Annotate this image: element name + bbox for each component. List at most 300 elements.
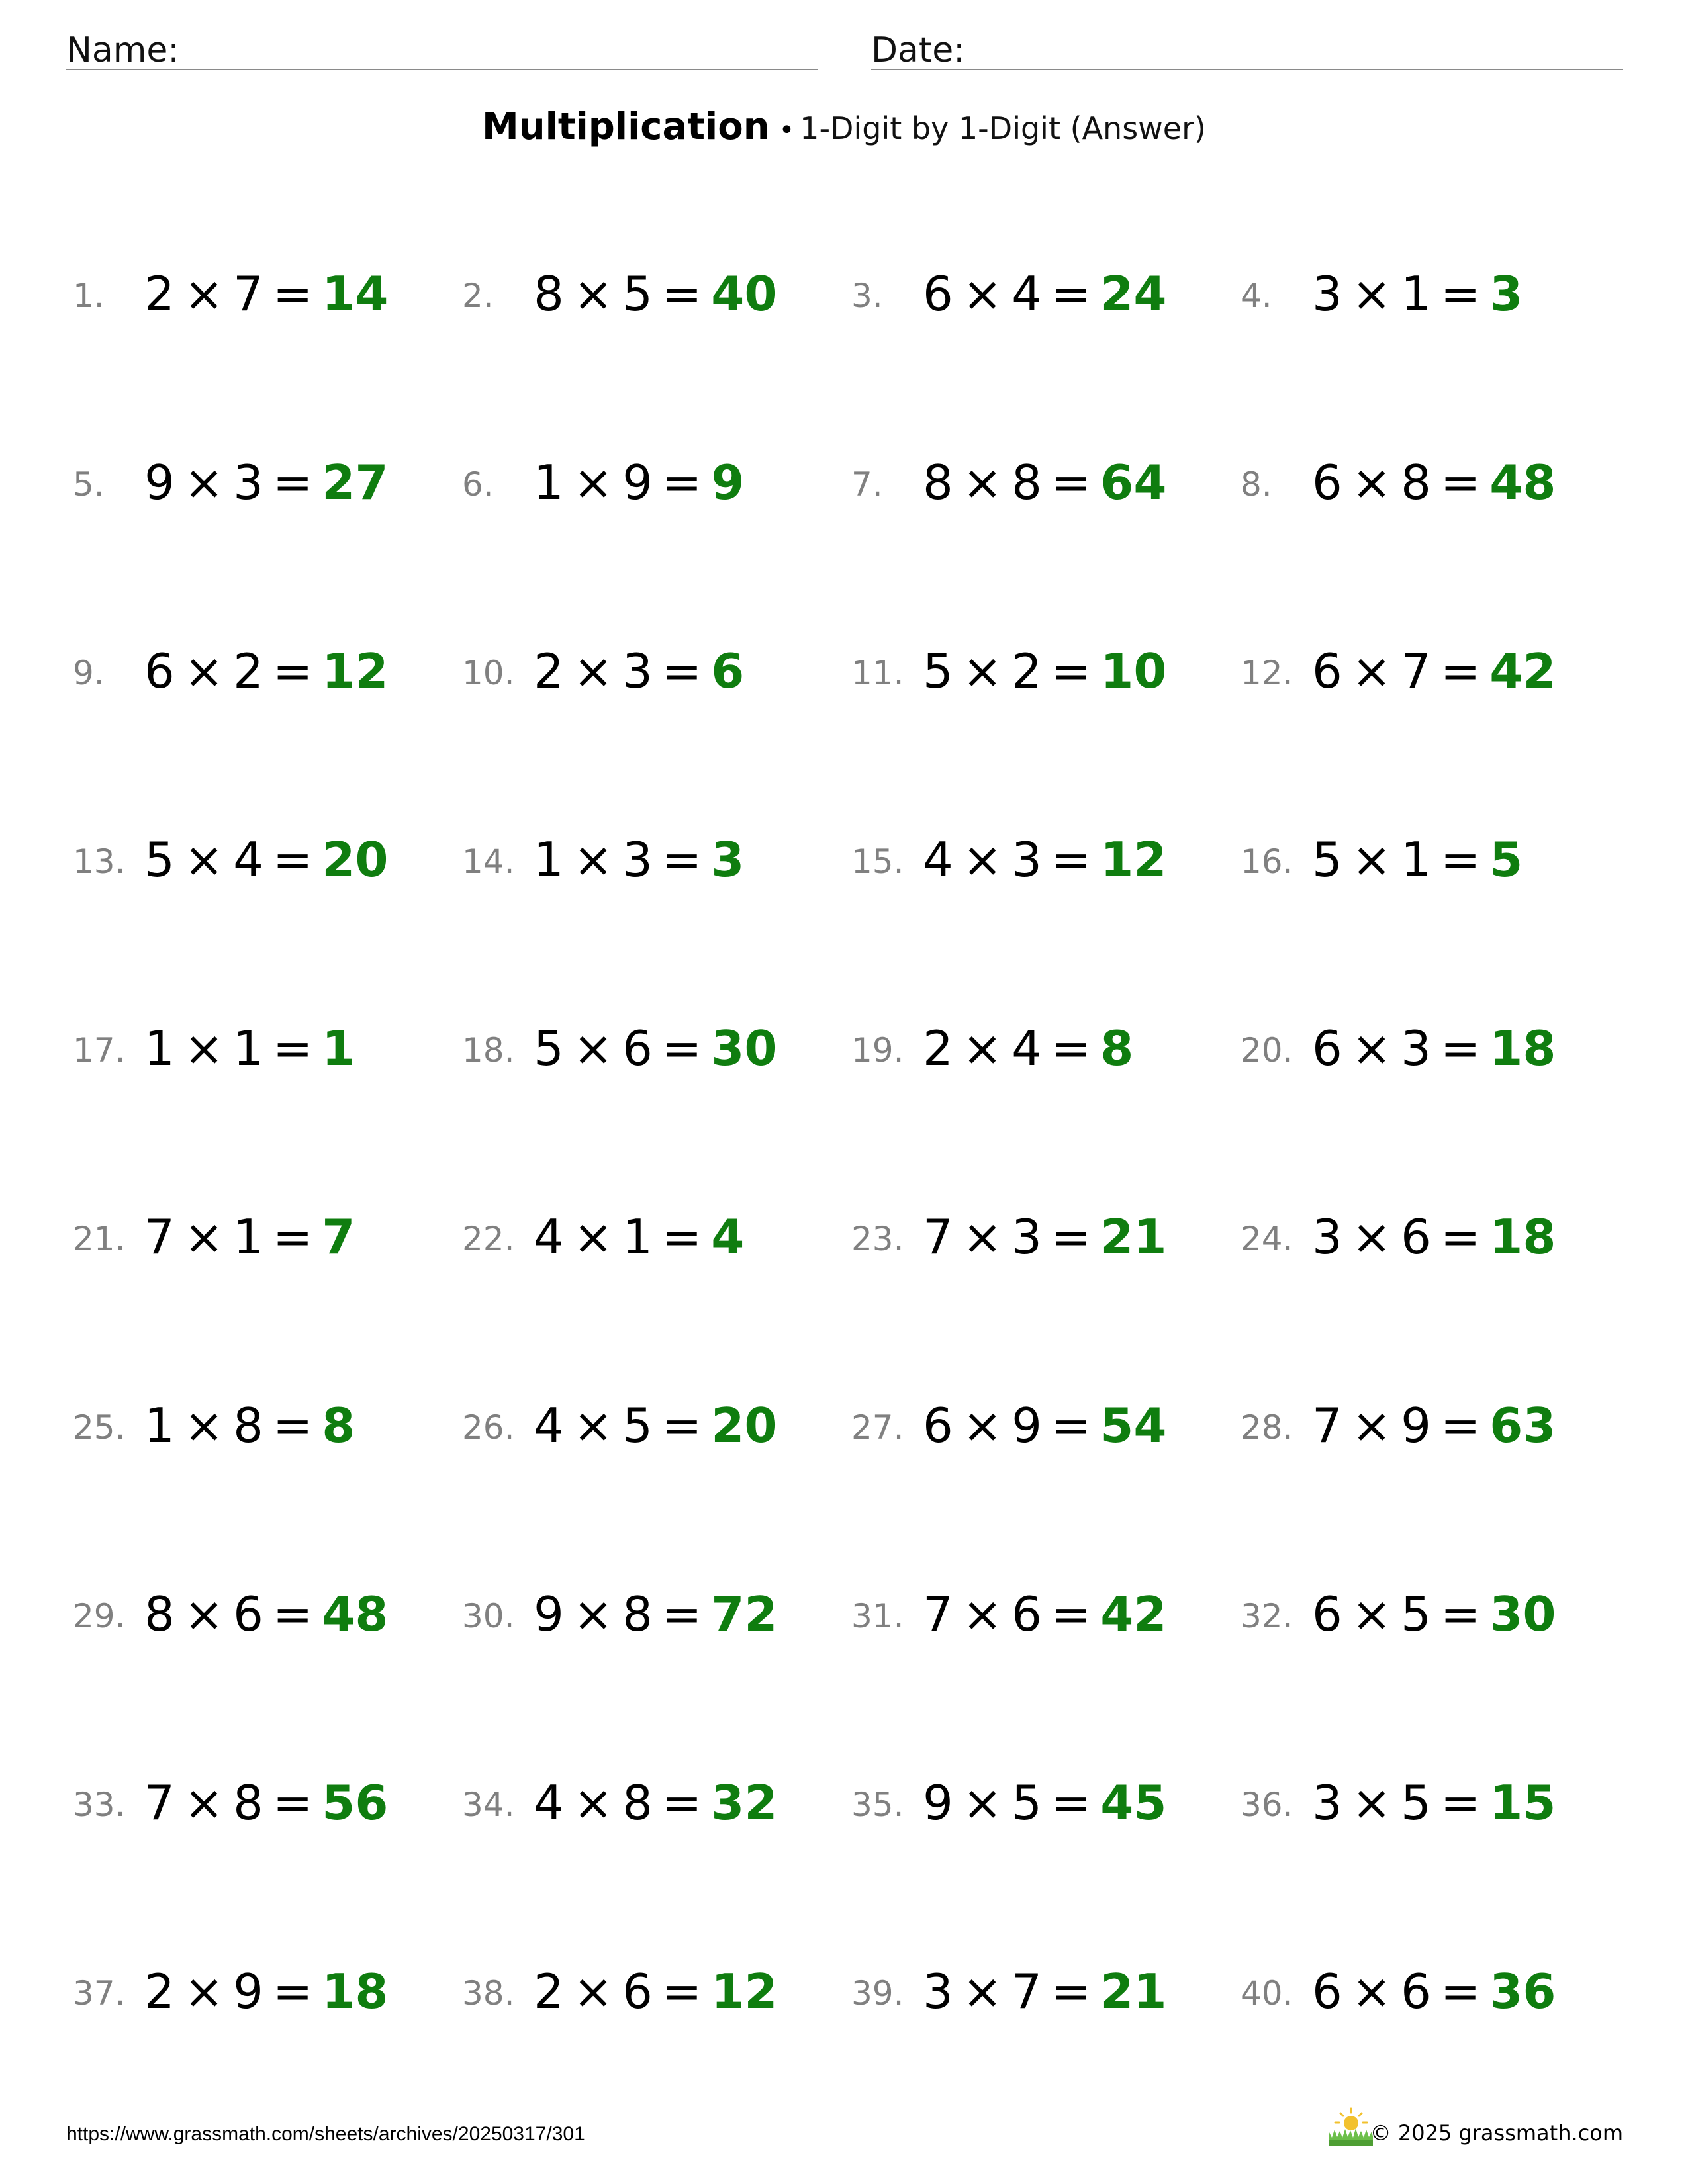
problem-item [73, 1201, 444, 1267]
equals-sign: = [272, 1964, 313, 2019]
problem-expression [144, 643, 389, 699]
problem-expression [144, 1586, 389, 1642]
factor-a: 1 [144, 1021, 175, 1076]
title-main: Multiplication [482, 105, 770, 148]
problem-item [73, 1578, 444, 1645]
equals-sign: = [272, 266, 313, 322]
problem-number: 38. [462, 1974, 515, 2013]
problem-number: 8. [1241, 465, 1272, 504]
problem-expression [534, 1021, 778, 1076]
factor-b: 8 [233, 1398, 263, 1453]
factor-a: 5 [144, 832, 175, 887]
problem-item [462, 1767, 833, 1833]
problem-number: 14. [462, 842, 515, 881]
equals-sign: = [1440, 1398, 1481, 1453]
answer: 12 [322, 643, 389, 699]
times-sign: × [573, 1021, 614, 1076]
problem-expression [923, 1586, 1167, 1642]
factor-a: 6 [1312, 1586, 1342, 1642]
problem-expression [923, 1209, 1167, 1265]
footer-url[interactable]: https://www.grassmath.com/sheets/archives/20250317/301 [66, 2123, 585, 2145]
equals-sign: = [1440, 455, 1481, 510]
times-sign: × [962, 1021, 1003, 1076]
times-sign: × [573, 455, 614, 510]
factor-b: 3 [622, 643, 653, 699]
problem-number: 10. [462, 654, 515, 692]
answer: 30 [711, 1021, 778, 1076]
problem-item [851, 258, 1222, 324]
factor-b: 7 [1401, 643, 1431, 699]
factor-b: 8 [1401, 455, 1431, 510]
equals-sign: = [1440, 266, 1481, 322]
title-separator: • [778, 115, 795, 146]
factor-a: 5 [1312, 832, 1342, 887]
times-sign: × [1351, 1964, 1392, 2019]
factor-a: 7 [1312, 1398, 1342, 1453]
problem-expression [534, 832, 745, 887]
equals-sign: = [661, 1209, 702, 1265]
factor-a: 3 [1312, 266, 1342, 322]
answer: 42 [1489, 643, 1556, 699]
name-label: Name: [66, 30, 179, 70]
answer: 36 [1489, 1964, 1556, 2019]
times-sign: × [962, 1775, 1003, 1831]
equals-sign: = [661, 643, 702, 699]
factor-b: 6 [622, 1021, 653, 1076]
answer: 56 [322, 1775, 389, 1831]
answer: 3 [1489, 266, 1523, 322]
equals-sign: = [272, 1775, 313, 1831]
problem-expression [534, 455, 745, 510]
factor-b: 5 [1401, 1775, 1431, 1831]
problem-item [851, 635, 1222, 702]
factor-b: 6 [1011, 1586, 1042, 1642]
problem-number: 12. [1241, 654, 1293, 692]
factor-b: 4 [1011, 266, 1042, 322]
footer-copyright: © 2025 grassmath.com [1370, 2120, 1623, 2146]
equals-sign: = [1440, 1021, 1481, 1076]
problem-expression [534, 643, 745, 699]
answer: 18 [1489, 1209, 1556, 1265]
problem-item [73, 1767, 444, 1833]
problem-expression [923, 1775, 1167, 1831]
answer: 3 [711, 832, 745, 887]
factor-b: 5 [1401, 1586, 1431, 1642]
problem-expression [144, 1964, 389, 2019]
times-sign: × [962, 643, 1003, 699]
answer: 24 [1100, 266, 1167, 322]
problem-expression [923, 643, 1167, 699]
problem-expression [534, 1586, 778, 1642]
factor-a: 4 [534, 1398, 564, 1453]
factor-a: 6 [923, 266, 953, 322]
factor-b: 2 [1011, 643, 1042, 699]
equals-sign: = [272, 1398, 313, 1453]
times-sign: × [573, 832, 614, 887]
answer: 8 [322, 1398, 355, 1453]
answer: 6 [711, 643, 745, 699]
answer: 10 [1100, 643, 1167, 699]
factor-a: 9 [923, 1775, 953, 1831]
problem-number: 34. [462, 1786, 515, 1824]
factor-b: 8 [233, 1775, 263, 1831]
equals-sign: = [1440, 643, 1481, 699]
problem-number: 27. [851, 1408, 904, 1447]
equals-sign: = [1440, 832, 1481, 887]
problem-item [1241, 1956, 1611, 2022]
problem-expression [144, 266, 389, 322]
answer: 7 [322, 1209, 355, 1265]
answer: 72 [711, 1586, 778, 1642]
factor-b: 4 [233, 832, 263, 887]
answer: 12 [1100, 832, 1167, 887]
equals-sign: = [272, 832, 313, 887]
equals-sign: = [272, 1021, 313, 1076]
factor-a: 7 [144, 1775, 175, 1831]
factor-a: 6 [144, 643, 175, 699]
problem-expression [1312, 1398, 1556, 1453]
times-sign: × [1351, 1209, 1392, 1265]
factor-a: 4 [923, 832, 953, 887]
problem-number: 39. [851, 1974, 904, 2013]
problem-item [73, 1013, 444, 1079]
times-sign: × [573, 1586, 614, 1642]
problem-number: 9. [73, 654, 105, 692]
factor-b: 5 [622, 266, 653, 322]
times-sign: × [962, 266, 1003, 322]
problem-expression [923, 266, 1167, 322]
factor-a: 4 [534, 1775, 564, 1831]
problem-number: 3. [851, 277, 883, 315]
problem-expression [923, 455, 1167, 510]
times-sign: × [573, 1398, 614, 1453]
times-sign: × [573, 1775, 614, 1831]
factor-b: 6 [1401, 1209, 1431, 1265]
problem-expression [1312, 1586, 1556, 1642]
problem-item [851, 1767, 1222, 1833]
answer: 48 [1489, 455, 1556, 510]
times-sign: × [1351, 1775, 1392, 1831]
problem-item [851, 1956, 1222, 2022]
equals-sign: = [1051, 1964, 1092, 2019]
problem-number: 17. [73, 1031, 126, 1069]
equals-sign: = [272, 1209, 313, 1265]
problem-number: 40. [1241, 1974, 1293, 2013]
problem-item [1241, 1578, 1611, 1645]
factor-a: 1 [144, 1398, 175, 1453]
times-sign: × [962, 1586, 1003, 1642]
problem-expression [1312, 1021, 1556, 1076]
factor-b: 9 [233, 1964, 263, 2019]
factor-a: 6 [923, 1398, 953, 1453]
equals-sign: = [661, 455, 702, 510]
problem-expression [923, 1021, 1134, 1076]
problem-number: 5. [73, 465, 105, 504]
factor-a: 9 [144, 455, 175, 510]
problem-number: 7. [851, 465, 883, 504]
problem-expression [144, 1021, 355, 1076]
factor-a: 2 [144, 266, 175, 322]
times-sign: × [573, 1209, 614, 1265]
answer: 8 [1100, 1021, 1134, 1076]
factor-b: 6 [1401, 1964, 1431, 2019]
problem-expression [923, 1398, 1167, 1453]
factor-b: 3 [1011, 832, 1042, 887]
problem-expression [534, 1398, 778, 1453]
problem-number: 22. [462, 1220, 515, 1258]
factor-a: 2 [534, 643, 564, 699]
times-sign: × [1351, 455, 1392, 510]
problem-number: 31. [851, 1597, 904, 1635]
equals-sign: = [1440, 1209, 1481, 1265]
factor-b: 3 [233, 455, 263, 510]
answer: 1 [322, 1021, 355, 1076]
problem-expression [1312, 832, 1523, 887]
problem-item [462, 1201, 833, 1267]
problem-item [73, 447, 444, 513]
factor-b: 1 [1401, 832, 1431, 887]
answer: 48 [322, 1586, 389, 1642]
problem-number: 19. [851, 1031, 904, 1069]
factor-b: 8 [1011, 455, 1042, 510]
answer: 9 [711, 455, 745, 510]
problem-item [1241, 635, 1611, 702]
problem-expression [1312, 1964, 1556, 2019]
problem-expression [144, 455, 389, 510]
problem-number: 36. [1241, 1786, 1293, 1824]
times-sign: × [573, 643, 614, 699]
problem-item [1241, 447, 1611, 513]
factor-a: 8 [144, 1586, 175, 1642]
times-sign: × [183, 1209, 224, 1265]
equals-sign: = [661, 1964, 702, 2019]
answer: 64 [1100, 455, 1167, 510]
times-sign: × [183, 266, 224, 322]
times-sign: × [183, 1586, 224, 1642]
answer: 54 [1100, 1398, 1167, 1453]
problem-expression [144, 1775, 389, 1831]
equals-sign: = [1051, 832, 1092, 887]
equals-sign: = [1051, 455, 1092, 510]
problem-item [73, 824, 444, 890]
problem-number: 30. [462, 1597, 515, 1635]
answer: 63 [1489, 1398, 1556, 1453]
factor-a: 3 [1312, 1209, 1342, 1265]
problem-item [1241, 1013, 1611, 1079]
problem-item [851, 1390, 1222, 1456]
times-sign: × [183, 1398, 224, 1453]
equals-sign: = [272, 643, 313, 699]
factor-a: 3 [1312, 1775, 1342, 1831]
problem-item [462, 635, 833, 702]
factor-b: 5 [1011, 1775, 1042, 1831]
problem-item [462, 1013, 833, 1079]
answer: 32 [711, 1775, 778, 1831]
factor-b: 1 [233, 1021, 263, 1076]
problem-expression [1312, 266, 1523, 322]
problem-number: 1. [73, 277, 105, 315]
factor-a: 6 [1312, 1021, 1342, 1076]
problem-item [851, 824, 1222, 890]
problem-number: 21. [73, 1220, 126, 1258]
answer: 18 [322, 1964, 389, 2019]
problem-expression [534, 1775, 778, 1831]
problem-expression [144, 1398, 355, 1453]
problem-item [462, 1578, 833, 1645]
factor-a: 4 [534, 1209, 564, 1265]
problem-item [1241, 1767, 1611, 1833]
answer: 14 [322, 266, 389, 322]
factor-b: 2 [233, 643, 263, 699]
times-sign: × [962, 1209, 1003, 1265]
problem-number: 25. [73, 1408, 126, 1447]
problem-expression [1312, 1775, 1556, 1831]
answer: 21 [1100, 1964, 1167, 2019]
factor-a: 1 [534, 832, 564, 887]
problem-number: 23. [851, 1220, 904, 1258]
factor-b: 7 [233, 266, 263, 322]
answer: 5 [1489, 832, 1523, 887]
times-sign: × [183, 1021, 224, 1076]
problem-expression [1312, 643, 1556, 699]
factor-b: 1 [622, 1209, 653, 1265]
problem-item [1241, 1390, 1611, 1456]
factor-b: 7 [1011, 1964, 1042, 2019]
problem-expression [144, 1209, 355, 1265]
equals-sign: = [661, 1775, 702, 1831]
problem-item [1241, 1201, 1611, 1267]
answer: 20 [322, 832, 389, 887]
factor-a: 6 [1312, 643, 1342, 699]
times-sign: × [1351, 832, 1392, 887]
equals-sign: = [1051, 1775, 1092, 1831]
times-sign: × [183, 1775, 224, 1831]
problem-expression [923, 1964, 1167, 2019]
problem-number: 35. [851, 1786, 904, 1824]
factor-b: 6 [233, 1586, 263, 1642]
factor-a: 5 [923, 643, 953, 699]
equals-sign: = [1051, 1209, 1092, 1265]
title-subtitle: 1-Digit by 1-Digit (Answer) [800, 111, 1206, 146]
problem-number: 18. [462, 1031, 515, 1069]
factor-b: 6 [622, 1964, 653, 2019]
times-sign: × [573, 266, 614, 322]
factor-b: 1 [233, 1209, 263, 1265]
equals-sign: = [1051, 643, 1092, 699]
problem-item [73, 1956, 444, 2022]
factor-b: 9 [622, 455, 653, 510]
equals-sign: = [1440, 1964, 1481, 2019]
factor-a: 2 [534, 1964, 564, 2019]
problem-number: 2. [462, 277, 494, 315]
problem-expression [534, 266, 778, 322]
factor-a: 6 [1312, 1964, 1342, 2019]
times-sign: × [573, 1964, 614, 2019]
factor-b: 5 [622, 1398, 653, 1453]
times-sign: × [1351, 643, 1392, 699]
problem-number: 4. [1241, 277, 1272, 315]
factor-b: 4 [1011, 1021, 1042, 1076]
problem-number: 20. [1241, 1031, 1293, 1069]
times-sign: × [962, 1398, 1003, 1453]
equals-sign: = [661, 1586, 702, 1642]
problem-number: 15. [851, 842, 904, 881]
problem-item [462, 258, 833, 324]
problem-item [851, 447, 1222, 513]
times-sign: × [183, 1964, 224, 2019]
problem-item [462, 1390, 833, 1456]
answer: 15 [1489, 1775, 1556, 1831]
times-sign: × [183, 643, 224, 699]
problem-item [851, 1201, 1222, 1267]
times-sign: × [962, 455, 1003, 510]
problem-expression [534, 1209, 745, 1265]
date-label: Date: [871, 30, 965, 70]
equals-sign: = [272, 1586, 313, 1642]
times-sign: × [1351, 1586, 1392, 1642]
problem-expression [1312, 1209, 1556, 1265]
equals-sign: = [1051, 1586, 1092, 1642]
equals-sign: = [1051, 266, 1092, 322]
equals-sign: = [1051, 1021, 1092, 1076]
factor-b: 3 [1401, 1021, 1431, 1076]
problem-item [851, 1013, 1222, 1079]
answer: 4 [711, 1209, 745, 1265]
factor-b: 9 [1011, 1398, 1042, 1453]
equals-sign: = [661, 1398, 702, 1453]
problem-item [73, 1390, 444, 1456]
times-sign: × [183, 832, 224, 887]
factor-a: 2 [923, 1021, 953, 1076]
equals-sign: = [272, 455, 313, 510]
equals-sign: = [661, 266, 702, 322]
times-sign: × [1351, 1398, 1392, 1453]
problem-number: 37. [73, 1974, 126, 2013]
answer: 21 [1100, 1209, 1167, 1265]
answer: 12 [711, 1964, 778, 2019]
problem-number: 33. [73, 1786, 126, 1824]
problem-expression [923, 832, 1167, 887]
equals-sign: = [1440, 1586, 1481, 1642]
equals-sign: = [661, 832, 702, 887]
answer: 20 [711, 1398, 778, 1453]
problem-expression [534, 1964, 778, 2019]
factor-b: 8 [622, 1775, 653, 1831]
equals-sign: = [1051, 1398, 1092, 1453]
factor-a: 6 [1312, 455, 1342, 510]
problem-item [73, 635, 444, 702]
grass-sun-logo-icon [1328, 2106, 1374, 2147]
problem-number: 29. [73, 1597, 126, 1635]
factor-a: 8 [534, 266, 564, 322]
answer: 45 [1100, 1775, 1167, 1831]
times-sign: × [183, 455, 224, 510]
times-sign: × [1351, 1021, 1392, 1076]
problem-item [1241, 824, 1611, 890]
problem-number: 13. [73, 842, 126, 881]
factor-b: 9 [1401, 1398, 1431, 1453]
problem-number: 24. [1241, 1220, 1293, 1258]
answer: 40 [711, 266, 778, 322]
problem-number: 11. [851, 654, 904, 692]
factor-a: 7 [923, 1586, 953, 1642]
answer: 18 [1489, 1021, 1556, 1076]
factor-b: 3 [622, 832, 653, 887]
factor-a: 7 [923, 1209, 953, 1265]
problem-number: 26. [462, 1408, 515, 1447]
factor-b: 3 [1011, 1209, 1042, 1265]
answer: 42 [1100, 1586, 1167, 1642]
